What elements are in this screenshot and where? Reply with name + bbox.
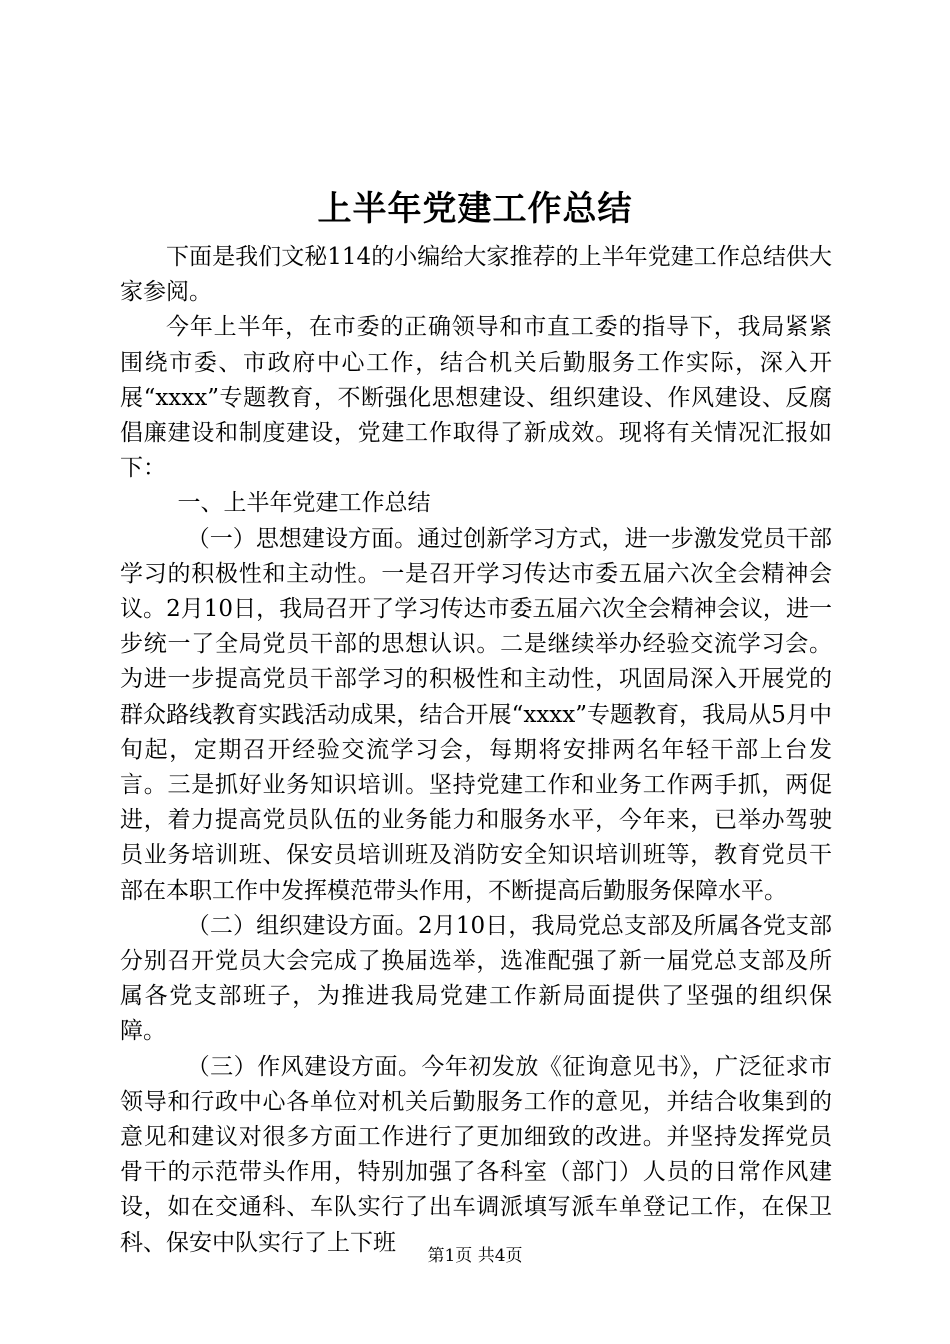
section-heading: 一、上半年党建工作总结: [177, 490, 431, 517]
overview-paragraph: 今年上半年，在市委的正确领导和市直工委的指导下，我局紧紧围绕市委、市政府中心工作，结合机关后勤服务工作实际，深入开展“xxxx”专题教育，不断强化思想建设、组织建设、作风建设、反腐倡廉建设和制度建设，党建工作取得了新成效。现将有关情况汇报如下：: [120, 314, 832, 482]
work-style-paragraph: （三）作风建设方面。今年初发放《征询意见书》，广泛征求市领导和行政中心各单位对机关后勤服务工作的意见，并结合收集到的意见和建议对很多方面工作进行了更加细致的改进。并坚持发挥党员骨干的示范带头作用，特别加强了各科室（部门）人员的日常作风建设，如在交通科、车队实行了出车调派填写派车单登记工作，在保卫科、保安中队实行了上下班: [120, 1053, 832, 1256]
organization-paragraph: （二）组织建设方面。2月10日，我局党总支部及所属各党支部分别召开党员大会完成了换届选举，选准配强了新一届党总支部及所属各党支部班子，为推进我局党建工作新局面提供了坚强的组织保障。: [120, 912, 832, 1045]
ideology-paragraph: （一）思想建设方面。通过创新学习方式，进一步激发党员干部学习的积极性和主动性。一是召开学习传达市委五届六次全会精神会议。2月10日，我局召开了学习传达市委五届六次全会精神会议，进一步统一了全局党员干部的思想认识。二是继续举办经验交流学习会。为进一步提高党员干部学习的积极性和主动性，巩固局深入开展党的群众路线教育实践活动成果，结合开展“xxxx”专题教育，我局从5月中旬起，定期召开经验交流学习会，每期将安排两名年轻干部上台发言。三是抓好业务知识培训。坚持党建工作和业务工作两手抓，两促进，着力提高党员队伍的业务能力和服务水平，今年来，已举办驾驶员业务培训班、保安员培训班及消防安全知识培训班等，教育党员干部在本职工作中发挥模范带头作用，不断提高后勤服务保障水平。: [120, 525, 832, 904]
intro-paragraph: 下面是我们文秘114的小编给大家推荐的上半年党建工作总结供大家参阅。: [120, 244, 832, 306]
document-body: [120, 240, 832, 1261]
page-footer: 第1页 共4页: [427, 1246, 523, 1266]
document-title: 上半年党建工作总结: [317, 189, 633, 229]
